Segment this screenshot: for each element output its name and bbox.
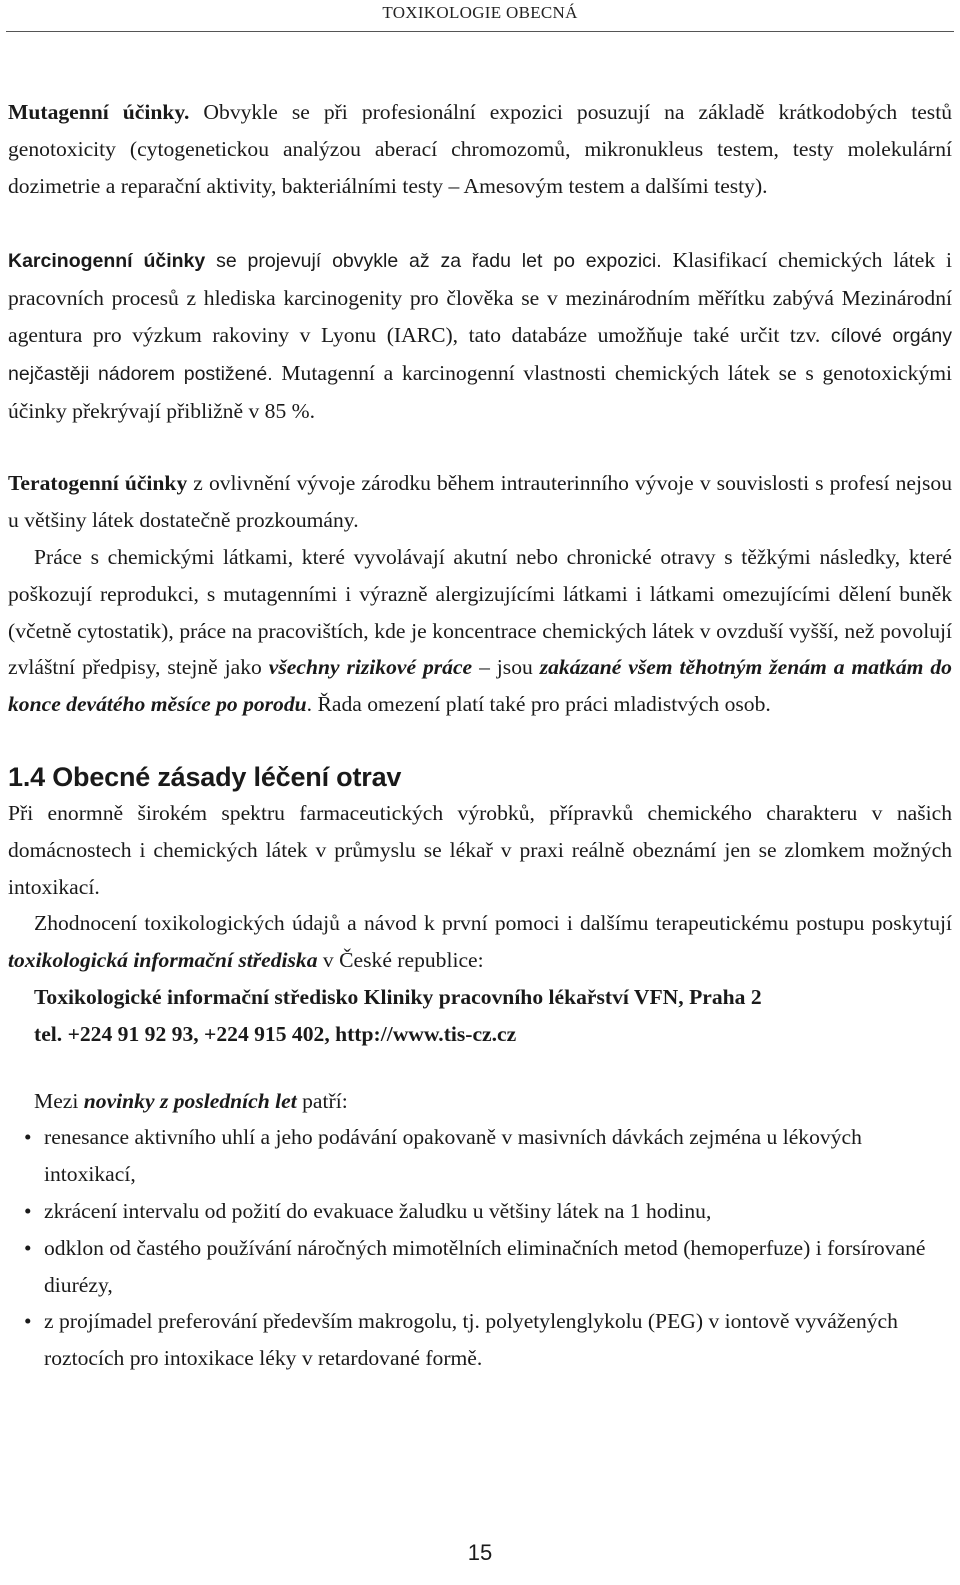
bullet-icon: • [24,1309,32,1334]
emphasis-risky-work: všechny rizikové práce [268,655,473,680]
paragraph-news-intro [8,1083,952,1120]
emphasis-prohibited: zakázané všem těhotným ženám a matkám do konce devátého měsíce po porodu [8,655,952,717]
paragraph-text: v České republice: [317,948,484,973]
paragraph-text: Práce s chemickými látkami, které vyvolávají akutní nebo chronické otravy s těžkými následky, které poškozují reprodukci, s mutagenními i výrazně alergizujícími látkami i látkami omezujícími dělení buněk (včetně cytostatik), práce na pracovištích, kde je koncentrace chemických látek v ovzduší vyšší, než povolují zvláštní předpisy, stejně jako [8,544,952,680]
paragraph-text-sans: se projevují obvykle až za řadu let po expozici. [205,250,662,273]
paragraph-text: . Řada omezení platí také pro práci mladistvých osob. [306,692,771,717]
paragraph-work-restrictions [8,539,952,723]
list-item [8,1119,952,1193]
emphasis-info-centers: toxikologická informační střediska [8,948,318,973]
list-item-text: renesance aktivního uhlí a jeho podávání opakovaně v masivních dávkách zejména u lékových intoxikací, [44,1125,862,1187]
paragraph-text: Při enormně širokém spektru farmaceutických výrobků, přípravků chemického charakteru v našich domácnostech i chemických látek v průmyslu se lékař v praxi reálně obeznámí jen se zlomkem možných intoxikací. [8,800,952,899]
list-item-text: zkrácení intervalu od požití do evakuace žaludku u většiny látek na 1 hodinu, [44,1198,712,1223]
paragraph-text-sans: cílové orgány nejčastěji nádorem postižené. [8,324,952,385]
paragraph-text: Mutagenní a karcinogenní vlastnosti chemických látek se s genotoxickými účinky překrývají přibližně v 85 %. [8,360,952,423]
paragraph-teratogenic-effects [8,465,952,539]
term-mutagenic-effects: Mutagenní účinky. [8,100,190,124]
paragraph-text: Zhodnocení toxikologických údajů a návod k první pomoci i dalšímu terapeutickému postupu poskytují [34,911,952,936]
page-body [8,94,952,1377]
paragraph-mutagenic-effects [8,94,952,204]
running-header: TOXIKOLOGIE OBECNÁ [382,3,578,22]
term-teratogenic-effects: Teratogenní účinky [8,471,188,496]
paragraph-text: Obvykle se při profesionální expozici posuzují na základě krátkodobých testů genotoxicity (cytogenetickou analýzou aberací chromozomů, mikronukleus testem, testy molekulární dozimetrie a reparační aktivity, bakteriálními testy – Amesovým testem a dalšími testy). [8,100,952,198]
paragraph-carcinogenic-effects [8,242,952,429]
paragraph-text: Klasifikací chemických látek i pracovních procesů z hlediska karcinogenity pro člověka se v mezinárodním měřítku zabývá Mezinárodní agentura pro výzkum rakoviny v Lyonu (IARC), tato databáze umožňuje také určit tzv. [8,248,952,347]
header-divider [6,31,954,32]
contact-center-name: Toxikologické informační středisko Kliniky pracovního lékařství VFN, Praha 2 [34,984,762,1009]
page-number: 15 [467,1540,493,1565]
list-item [8,1193,952,1230]
paragraph-spectrum [8,795,952,905]
paragraph-text: z ovlivnění vývoje zárodku během intrauterinního vývoje v souvislosti s profesí nejsou u většiny látek dostatečně prozkoumány. [8,471,952,533]
list-item [8,1230,952,1304]
paragraph-toxicological-info [8,905,952,979]
list-item [8,1303,952,1377]
emphasis-news: novinky z posledních let [83,1088,297,1113]
bullet-icon: • [24,1235,32,1260]
bullet-icon: • [24,1125,32,1150]
list-item-text: z projímadel preferování především makrogolu, tj. polyetylenglykolu (PEG) v iontově vyvážených roztocích pro intoxikace léky v retardované formě. [44,1309,898,1371]
paragraph-text: – jsou [472,655,540,680]
bullet-icon: • [24,1198,32,1223]
paragraph-text: Mezi [34,1088,84,1113]
news-list [8,1119,952,1377]
contact-details: tel. +224 91 92 93, +224 915 402, http://www.tis-cz.cz [34,1021,517,1046]
paragraph-text: patří: [296,1088,348,1113]
section-heading: 1.4 Obecné zásady léčení otrav [8,761,402,792]
term-carcinogenic-effects: Karcinogenní účinky [8,250,206,273]
list-item-text: odklon od častého používání náročných mimotělních eliminačních metod (hemoperfuze) i forsírované diurézy, [44,1235,926,1297]
